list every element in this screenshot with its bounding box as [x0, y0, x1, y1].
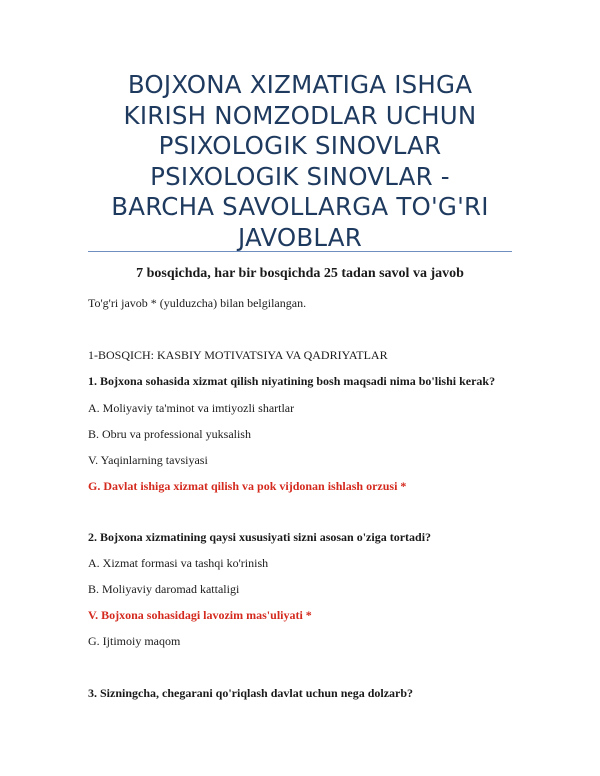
title-line: BOJXONA XIZMATIGA ISHGA [127, 70, 473, 99]
answer-option: B. Moliyaviy daromad kattaligi [88, 582, 240, 596]
title-line: KIRISH NOMZODLAR UCHUN [123, 100, 477, 130]
question-text: 1. Bojxona sohasida xizmat qilish niyatining bosh maqsadi nima bo'lishi kerak? [88, 374, 496, 388]
document-subtitle: 7 bosqichda, har bir bosqichda 25 tadan savol va javob [136, 266, 464, 281]
answer-option: G. Ijtimoiy maqom [88, 634, 181, 648]
title-line: BARCHA SAVOLLARGA TO'G'RI [111, 192, 489, 221]
title-line: PSIXOLOGIK SINOVLAR [158, 131, 442, 160]
section-heading: 1-BOSQICH: KASBIY MOTIVATSIYA VA QADRIYATLAR [88, 348, 388, 362]
answer-key-note: To'g'ri javob * (yulduzcha) bilan belgilangan. [88, 296, 307, 310]
document-title [90, 70, 510, 253]
answer-option: V. Yaqinlarning tavsiyasi [88, 453, 208, 467]
answer-option: B. Obru va professional yuksalish [88, 427, 251, 441]
title-line: JAVOBLAR [237, 222, 362, 252]
question-text: 3. Sizningcha, chegarani qo'riqlash davlat uchun nega dolzarb? [88, 686, 414, 700]
answer-option: A. Xizmat formasi va tashqi ko'rinish [88, 556, 269, 570]
correct-answer-option: G. Davlat ishiga xizmat qilish va pok vijdonan ishlash orzusi * [88, 479, 407, 493]
correct-answer-option: V. Bojxona sohasidagi lavozim mas'uliyati * [88, 608, 312, 622]
title-divider [88, 251, 512, 252]
question-text: 2. Bojxona xizmatining qaysi xususiyati sizni asosan o'ziga tortadi? [88, 530, 432, 544]
title-line: PSIXOLOGIK SINOVLAR - [150, 161, 450, 191]
answer-option: A. Moliyaviy ta'minot va imtiyozli shartlar [88, 401, 295, 415]
